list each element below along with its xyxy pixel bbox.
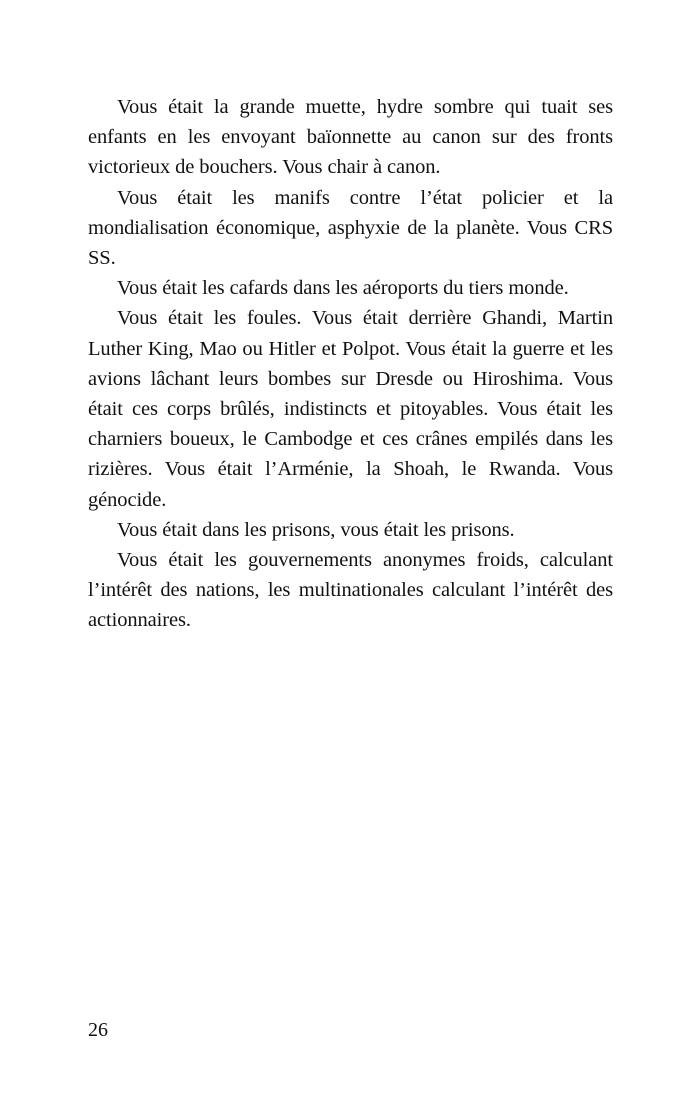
paragraph: Vous était les manifs contre l’état policier et la mondialisation économique, asphyxie de la planète. Vous CRS SS. (88, 186, 613, 270)
paragraph: Vous était les gouvernements anonymes froids, calculant l’intérêt des nations, les multinationales calculant l’intérêt des actionnaires. (88, 549, 613, 632)
paragraph: Vous était les cafards dans les aéroports du tiers monde. (117, 277, 569, 300)
paragraph: Vous était la grande muette, hydre sombre qui tuait ses enfants en les envoyant baïonnette au canon sur des fronts victorieux de bouchers. Vous chair à canon. (88, 96, 613, 179)
paragraph: Vous était dans les prisons, vous était les prisons. (117, 518, 515, 541)
paragraph: Vous était les foules. Vous était derrière Ghandi, Martin Luther King, Mao ou Hitler et Polpot. Vous était la guerre et les avions lâchant leurs bombes sur Dresde ou Hiroshima. Vous était ces corps brûlés, indistincts et pitoyables. Vous était les charniers boueux, le Cambodge et ces crânes empilés dans les rizières. Vous était l’Arménie, la Shoah, le Rwanda. Vous génocide. (88, 307, 613, 511)
page-number: 26 (88, 1019, 108, 1041)
body-text (88, 92, 613, 636)
